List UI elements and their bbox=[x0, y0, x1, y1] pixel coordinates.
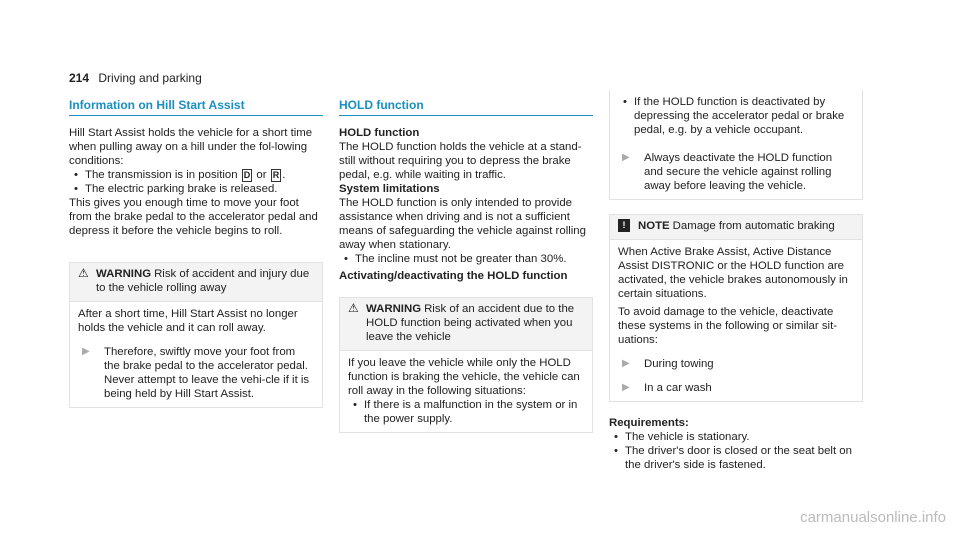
subheading: System limitations bbox=[339, 183, 440, 195]
limits-list bbox=[339, 252, 593, 266]
instruction-step bbox=[618, 151, 854, 193]
requirements-list bbox=[609, 430, 863, 472]
watermark: carmanualsonline.info bbox=[800, 509, 946, 526]
column-hill-start-assist bbox=[69, 98, 323, 408]
paragraph: The HOLD function is only intended to provide assistance when driving and is not a sufficient means of safeguarding the vehicle against rolling away when stationary. bbox=[339, 197, 586, 251]
note-box bbox=[609, 214, 863, 402]
gear-d-symbol: D bbox=[243, 170, 251, 180]
warning-body bbox=[610, 90, 862, 199]
column-continued bbox=[609, 90, 863, 472]
warning-keyword: WARNING bbox=[366, 303, 422, 315]
gear-r-symbol: R bbox=[272, 170, 280, 180]
warning-header bbox=[340, 298, 592, 351]
warning-header bbox=[70, 263, 322, 302]
list-item bbox=[69, 168, 323, 182]
instruction-step bbox=[618, 357, 854, 371]
warning-body-text: After a short time, Hill Start Assist no longer holds the vehicle and it can roll away. bbox=[78, 308, 298, 334]
requirements-title: Requirements: bbox=[609, 417, 689, 429]
section-title: HOLD function bbox=[339, 98, 593, 116]
subheading: HOLD function bbox=[339, 127, 420, 139]
step-arrow-icon: ▶ bbox=[622, 152, 630, 163]
page-header bbox=[69, 71, 202, 85]
step-text: Therefore, swiftly move your foot from the brake pedal to the accelerator pedal. Never attempt to leave the vehi-cle if it is being held by Hill Start Assist. bbox=[104, 346, 310, 400]
warning-box bbox=[339, 297, 593, 433]
warning-triangle-icon: ⚠ bbox=[348, 301, 359, 315]
step-text: During towing bbox=[644, 358, 714, 370]
warning-triangle-icon: ⚠ bbox=[78, 266, 89, 280]
condition-text: or bbox=[253, 169, 270, 181]
note-text: When Active Brake Assist, Active Distance Assist DISTRONIC or the HOLD function are activated, the vehicle brakes autonomously in certain situations. bbox=[618, 246, 848, 300]
note-text: To avoid damage to the vehicle, deactivate these systems in the following or similar sit-uations: bbox=[618, 306, 838, 346]
note-keyword: NOTE bbox=[638, 220, 670, 232]
warning-body-text: If you leave the vehicle while only the HOLD function is braking the vehicle, the vehicle can roll away in the following situations: bbox=[348, 357, 580, 397]
list-item: • The driver's door is closed or the seat belt on the driver's side is fastened. bbox=[609, 444, 863, 472]
instruction-step bbox=[618, 381, 854, 395]
section-title: Information on Hill Start Assist bbox=[69, 98, 323, 116]
step-text: Always deactivate the HOLD function and secure the vehicle against rolling away before leaving the vehicle. bbox=[644, 152, 833, 192]
list-item: • If the HOLD function is deactivated by depressing the accelerator pedal or brake pedal, e.g. by a vehicle occupant. bbox=[618, 95, 854, 137]
page-number: 214 bbox=[69, 71, 90, 85]
note-exclamation-icon: ! bbox=[618, 219, 630, 232]
warning-box-continued bbox=[609, 90, 863, 200]
intro-text: Hill Start Assist holds the vehicle for a short time when pulling away on a hill under the fol-lowing conditions: bbox=[69, 127, 313, 167]
list-item: • The incline must not be greater than 30%. bbox=[339, 252, 593, 266]
section-name: Driving and parking bbox=[98, 71, 202, 85]
step-arrow-icon: ▶ bbox=[82, 346, 90, 357]
warning-list bbox=[618, 95, 854, 137]
warning-keyword: WARNING bbox=[96, 268, 152, 280]
note-head-text: Damage from automatic braking bbox=[672, 220, 835, 232]
column-hold-function bbox=[339, 98, 593, 433]
paragraph: The HOLD function holds the vehicle at a stand-still without requiring you to depress the brake pedal, e.g. while waiting in traffic. bbox=[339, 141, 582, 181]
list-item: • The vehicle is stationary. bbox=[609, 430, 863, 444]
warning-head-text: Risk of accident and injury due to the vehicle rolling away bbox=[96, 268, 310, 294]
condition-text: The transmission is in position bbox=[85, 169, 241, 181]
list-item: • The electric parking brake is released. bbox=[69, 182, 323, 196]
conditions-list bbox=[69, 168, 323, 196]
after-text: This gives you enough time to move your foot from the brake pedal to the accelerator pedal and depress it before the vehicle begins to roll. bbox=[69, 197, 318, 237]
step-arrow-icon: ▶ bbox=[622, 358, 630, 369]
warning-list bbox=[348, 398, 584, 426]
warning-head-text: Risk of an accident due to the HOLD function being activated when you leave the vehicle bbox=[366, 303, 575, 343]
warning-box bbox=[69, 262, 323, 408]
subheading: Activating/deactivating the HOLD function bbox=[339, 270, 568, 282]
note-header bbox=[610, 215, 862, 240]
note-body bbox=[610, 240, 862, 401]
instruction-step bbox=[78, 345, 314, 401]
step-arrow-icon: ▶ bbox=[622, 382, 630, 393]
warning-body bbox=[70, 302, 322, 407]
step-text: In a car wash bbox=[644, 382, 712, 394]
list-item: • If there is a malfunction in the system or in the power supply. bbox=[348, 398, 584, 426]
condition-text: . bbox=[282, 169, 286, 181]
warning-body bbox=[340, 351, 592, 432]
